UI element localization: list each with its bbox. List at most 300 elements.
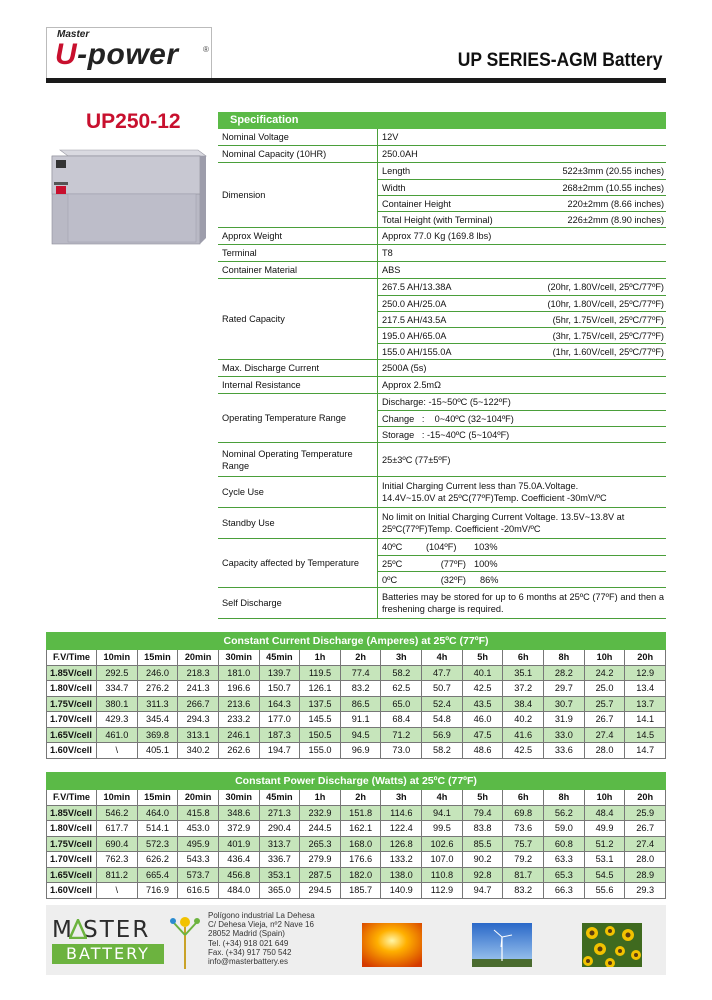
- table-cell: 311.3: [137, 696, 178, 712]
- logo-plant-icon: [168, 913, 202, 969]
- master-battery-logo: [52, 913, 202, 968]
- table-cell: 218.3: [178, 665, 219, 681]
- table-cell: 14.1: [625, 712, 666, 728]
- spec-row-internal-resistance: [218, 377, 666, 394]
- table-cell: 47.7: [422, 665, 463, 681]
- current-table-title: Constant Current Discharge (Amperes) at 25ºC (77ºF): [47, 633, 666, 650]
- spec-value: Approx 77.0 Kg (169.8 lbs): [382, 231, 492, 241]
- table-cell: 77.4: [340, 665, 381, 681]
- table-row: [47, 712, 666, 728]
- table-cell: 102.6: [422, 836, 463, 852]
- dimension-name: Width: [382, 182, 406, 193]
- table-cell: 232.9: [300, 805, 341, 821]
- table-cell: 48.4: [584, 805, 625, 821]
- table-row: [47, 665, 666, 681]
- spec-value: 2500A (5s): [382, 363, 427, 373]
- table-cell: 573.7: [178, 867, 219, 883]
- table-cell: 126.8: [381, 836, 422, 852]
- table-cell: 336.7: [259, 852, 300, 868]
- table-cell: 546.2: [97, 805, 138, 821]
- table-cell: 279.9: [300, 852, 341, 868]
- capacity-value: 267.5 AH/13.38A: [382, 282, 452, 292]
- spec-label: Nominal Capacity (10HR): [218, 146, 378, 162]
- spec-row-capacity-temperature: [218, 539, 666, 588]
- column-header: 8h: [544, 790, 585, 806]
- footer: [46, 905, 666, 975]
- row-label: 1.70V/cell: [47, 712, 97, 728]
- logo-master-text: Master: [57, 29, 90, 40]
- table-cell: 177.0: [259, 712, 300, 728]
- column-header: 20min: [178, 650, 219, 666]
- sunflower-photo: [582, 923, 642, 967]
- table-cell: 244.5: [300, 821, 341, 837]
- table-cell: 28.0: [625, 852, 666, 868]
- table-cell: 271.3: [259, 805, 300, 821]
- table-cell: 690.4: [97, 836, 138, 852]
- capacity-condition: (3hr, 1.75V/cell, 25ºC/77ºF): [552, 330, 664, 341]
- column-header: 45min: [259, 790, 300, 806]
- spec-row-dimension: [218, 163, 666, 228]
- table-cell: 287.5: [300, 867, 341, 883]
- table-cell: 572.3: [137, 836, 178, 852]
- table-cell: 47.5: [462, 727, 503, 743]
- column-header: 10min: [97, 650, 138, 666]
- spec-label: Capacity affected by Temperature: [218, 539, 378, 587]
- column-header: 1h: [300, 790, 341, 806]
- table-cell: 626.2: [137, 852, 178, 868]
- column-header: 1h: [300, 650, 341, 666]
- temp-c: 40ºC: [382, 542, 403, 552]
- spec-row-container-material: [218, 262, 666, 279]
- temp-f: (104ºF): [426, 542, 457, 552]
- table-cell: 66.3: [544, 883, 585, 899]
- table-cell: 52.4: [422, 696, 463, 712]
- table-cell: 353.1: [259, 867, 300, 883]
- table-cell: 83.2: [503, 883, 544, 899]
- company-address: [208, 911, 315, 966]
- operating-temp-storage: Storage : -15~40ºC (5~104ºF): [378, 426, 666, 442]
- column-header: 6h: [503, 790, 544, 806]
- spec-row-nominal-temperature: [218, 443, 666, 477]
- table-cell: 246.1: [218, 727, 259, 743]
- capacity-condition: (1hr, 1.60V/cell, 25ºC/77ºF): [552, 346, 664, 357]
- table-cell: 42.5: [462, 681, 503, 697]
- spec-label: Internal Resistance: [218, 377, 378, 393]
- column-header: 4h: [422, 790, 463, 806]
- table-cell: 41.6: [503, 727, 544, 743]
- capacity-value: 217.5 AH/43.5A: [382, 314, 447, 325]
- logo-wordmark: [55, 37, 179, 73]
- table-cell: 348.6: [218, 805, 259, 821]
- table-cell: 616.5: [178, 883, 219, 899]
- table-cell: 246.0: [137, 665, 178, 681]
- row-label: 1.70V/cell: [47, 852, 97, 868]
- table-cell: 73.0: [381, 743, 422, 759]
- table-cell: 35.1: [503, 665, 544, 681]
- table-cell: 54.5: [584, 867, 625, 883]
- dimension-name: Total Height (with Terminal): [382, 214, 493, 225]
- table-cell: 33.0: [544, 727, 585, 743]
- spec-value: ABS: [382, 265, 401, 275]
- specification-heading: Specification: [218, 112, 666, 129]
- row-label: 1.60V/cell: [47, 883, 97, 899]
- spec-value: Batteries may be stored for up to 6 months at 25ºC (77ºF) and then a freshening charge is required.: [382, 592, 664, 614]
- table-cell: 176.6: [340, 852, 381, 868]
- logo-battery-word: BATTERY: [52, 944, 164, 964]
- table-cell: 91.1: [340, 712, 381, 728]
- capacity-value: 250.0 AH/25.0A: [382, 298, 447, 309]
- table-cell: 495.9: [178, 836, 219, 852]
- column-header: 6h: [503, 650, 544, 666]
- column-header: F.V/Time: [47, 650, 97, 666]
- spec-label: Approx Weight: [218, 228, 378, 244]
- dimension-value: 220±2mm (8.66 inches): [567, 198, 664, 209]
- column-header: 45min: [259, 650, 300, 666]
- address-line: info@masterbattery.es: [208, 957, 289, 967]
- table-cell: 83.2: [340, 681, 381, 697]
- temp-percent: 100%: [474, 558, 498, 569]
- table-cell: 334.7: [97, 681, 138, 697]
- table-cell: 276.2: [137, 681, 178, 697]
- column-header: 15min: [137, 650, 178, 666]
- table-cell: 415.8: [178, 805, 219, 821]
- table-cell: 25.0: [584, 681, 625, 697]
- operating-temp-discharge: Discharge: -15~50ºC (5~122ºF): [382, 397, 511, 407]
- table-cell: 233.2: [218, 712, 259, 728]
- table-cell: 196.6: [218, 681, 259, 697]
- spec-value: Initial Charging Current less than 75.0A.Voltage. 14.4V~15.0V at 25ºC(77ºF)Temp. Coefficient -30mV/ºC: [382, 481, 607, 503]
- table-cell: 49.9: [584, 821, 625, 837]
- column-header: 10min: [97, 790, 138, 806]
- table-cell: 182.0: [340, 867, 381, 883]
- table-cell: 436.4: [218, 852, 259, 868]
- spec-value: T8: [382, 248, 393, 258]
- table-cell: 138.0: [381, 867, 422, 883]
- table-cell: 25.7: [584, 696, 625, 712]
- table-cell: 29.3: [625, 883, 666, 899]
- dimension-value: 226±2mm (8.90 inches): [567, 214, 664, 225]
- logo-u: U: [55, 38, 78, 71]
- temp-f: (77ºF): [440, 558, 466, 569]
- row-label: 1.80V/cell: [47, 681, 97, 697]
- table-cell: 140.9: [381, 883, 422, 899]
- table-cell: 380.1: [97, 696, 138, 712]
- column-header: 8h: [544, 650, 585, 666]
- brand-logo: [46, 27, 212, 79]
- table-row: [47, 836, 666, 852]
- temp-f: (32ºF): [440, 574, 466, 585]
- table-cell: 28.2: [544, 665, 585, 681]
- table-cell: 543.3: [178, 852, 219, 868]
- temp-percent: 103%: [474, 542, 498, 552]
- temp-percent: 86%: [480, 574, 499, 585]
- table-cell: 53.1: [584, 852, 625, 868]
- column-header: 3h: [381, 790, 422, 806]
- table-header-row: [47, 790, 666, 806]
- spec-label: Nominal Operating Temperature Range: [218, 443, 378, 476]
- address-line: Tel. (+34) 918 021 649: [208, 938, 289, 948]
- table-cell: 59.0: [544, 821, 585, 837]
- sunset-photo: [362, 923, 422, 967]
- table-cell: 265.3: [300, 836, 341, 852]
- table-cell: 514.1: [137, 821, 178, 837]
- table-cell: 107.0: [422, 852, 463, 868]
- table-cell: 27.4: [625, 836, 666, 852]
- specification-table: [218, 112, 666, 619]
- spec-row-rated-capacity: [218, 279, 666, 360]
- table-cell: 290.4: [259, 821, 300, 837]
- logo-triangle-icon: [69, 919, 87, 939]
- column-header: 2h: [340, 790, 381, 806]
- table-cell: 50.7: [422, 681, 463, 697]
- table-cell: 665.4: [137, 867, 178, 883]
- table-cell: 429.3: [97, 712, 138, 728]
- table-cell: 401.9: [218, 836, 259, 852]
- table-cell: 617.7: [97, 821, 138, 837]
- address-line: C/ Dehesa Vieja, nº2 Nave 16: [208, 920, 314, 930]
- table-cell: 90.2: [462, 852, 503, 868]
- table-cell: \: [97, 743, 138, 759]
- table-cell: 73.6: [503, 821, 544, 837]
- table-cell: 126.1: [300, 681, 341, 697]
- table-row: [47, 727, 666, 743]
- spec-row-nominal-voltage: [218, 129, 666, 146]
- table-header-row: [47, 650, 666, 666]
- table-cell: 262.6: [218, 743, 259, 759]
- wind-turbine-photo: [472, 923, 532, 967]
- table-cell: 86.5: [340, 696, 381, 712]
- table-cell: 38.4: [503, 696, 544, 712]
- table-row: [47, 852, 666, 868]
- column-header: 20min: [178, 790, 219, 806]
- table-cell: 37.2: [503, 681, 544, 697]
- table-cell: 716.9: [137, 883, 178, 899]
- table-cell: 26.7: [584, 712, 625, 728]
- table-cell: 811.2: [97, 867, 138, 883]
- spec-row-terminal: [218, 245, 666, 262]
- table-cell: 151.8: [340, 805, 381, 821]
- table-cell: 65.3: [544, 867, 585, 883]
- table-cell: 46.0: [462, 712, 503, 728]
- table-cell: 168.0: [340, 836, 381, 852]
- table-cell: 25.9: [625, 805, 666, 821]
- constant-current-table: [46, 632, 666, 759]
- row-label: 1.85V/cell: [47, 665, 97, 681]
- table-cell: 94.1: [422, 805, 463, 821]
- column-header: 20h: [625, 790, 666, 806]
- table-cell: 194.7: [259, 743, 300, 759]
- capacity-condition: (20hr, 1.80V/cell, 25ºC/77ºF): [547, 282, 664, 292]
- table-cell: 137.5: [300, 696, 341, 712]
- table-cell: 294.5: [300, 883, 341, 899]
- table-cell: 405.1: [137, 743, 178, 759]
- table-cell: 27.4: [584, 727, 625, 743]
- logo-power: -power: [77, 38, 179, 71]
- table-cell: 54.8: [422, 712, 463, 728]
- series-title: UP SERIES-AGM Battery: [457, 50, 662, 71]
- capacity-value: 155.0 AH/155.0A: [382, 346, 452, 357]
- table-cell: \: [97, 883, 138, 899]
- table-cell: 112.9: [422, 883, 463, 899]
- table-cell: 12.9: [625, 665, 666, 681]
- spec-label: Cycle Use: [218, 477, 378, 507]
- table-cell: 187.3: [259, 727, 300, 743]
- row-label: 1.60V/cell: [47, 743, 97, 759]
- address-line: Fax. (+34) 917 750 542: [208, 947, 292, 957]
- table-cell: 43.5: [462, 696, 503, 712]
- dimension-value: 522±3mm (20.55 inches): [562, 166, 664, 176]
- table-cell: 68.4: [381, 712, 422, 728]
- spec-label: Dimension: [218, 163, 378, 227]
- column-header: 5h: [462, 790, 503, 806]
- battery-image: [46, 138, 211, 248]
- table-cell: 26.7: [625, 821, 666, 837]
- table-cell: 40.1: [462, 665, 503, 681]
- table-cell: 96.9: [340, 743, 381, 759]
- table-cell: 292.5: [97, 665, 138, 681]
- spec-value: 12V: [382, 132, 399, 142]
- temp-c: 0ºC: [382, 574, 398, 585]
- table-cell: 40.2: [503, 712, 544, 728]
- row-label: 1.85V/cell: [47, 805, 97, 821]
- table-cell: 99.5: [422, 821, 463, 837]
- spec-label: Rated Capacity: [218, 279, 378, 359]
- table-cell: 456.8: [218, 867, 259, 883]
- table-cell: 79.4: [462, 805, 503, 821]
- spec-row-max-discharge: [218, 360, 666, 377]
- table-cell: 213.6: [218, 696, 259, 712]
- spec-label: Standby Use: [218, 508, 378, 538]
- table-cell: 58.2: [381, 665, 422, 681]
- logo-master-word: M STER: [52, 917, 151, 943]
- table-cell: 150.5: [300, 727, 341, 743]
- table-cell: 372.9: [218, 821, 259, 837]
- table-cell: 369.8: [137, 727, 178, 743]
- spec-label: Operating Temperature Range: [218, 394, 378, 442]
- spec-value: Approx 2.5mΩ: [382, 380, 441, 390]
- spec-row-operating-temperature: [218, 394, 666, 443]
- table-cell: 58.2: [422, 743, 463, 759]
- table-cell: 60.8: [544, 836, 585, 852]
- row-label: 1.75V/cell: [47, 696, 97, 712]
- table-cell: 94.7: [462, 883, 503, 899]
- spec-row-standby-use: [218, 508, 666, 539]
- table-cell: 28.0: [584, 743, 625, 759]
- table-row: [47, 681, 666, 697]
- table-cell: 139.7: [259, 665, 300, 681]
- table-row: [47, 696, 666, 712]
- table-cell: 13.7: [625, 696, 666, 712]
- table-cell: 13.4: [625, 681, 666, 697]
- column-header: 15min: [137, 790, 178, 806]
- table-cell: 29.7: [544, 681, 585, 697]
- table-cell: 266.7: [178, 696, 219, 712]
- table-cell: 28.9: [625, 867, 666, 883]
- table-row: [47, 883, 666, 899]
- table-cell: 14.5: [625, 727, 666, 743]
- table-cell: 51.2: [584, 836, 625, 852]
- table-cell: 461.0: [97, 727, 138, 743]
- table-cell: 162.1: [340, 821, 381, 837]
- table-cell: 30.7: [544, 696, 585, 712]
- table-cell: 65.0: [381, 696, 422, 712]
- model-name: UP250-12: [86, 110, 181, 133]
- column-header: 30min: [218, 790, 259, 806]
- row-label: 1.65V/cell: [47, 727, 97, 743]
- operating-temp-charge: Change : 0~40ºC (32~104ºF): [378, 410, 666, 426]
- table-row: [47, 821, 666, 837]
- table-row: [47, 805, 666, 821]
- address-line: 28052 Madrid (Spain): [208, 929, 285, 939]
- column-header: 30min: [218, 650, 259, 666]
- power-table-title: Constant Power Discharge (Watts) at 25ºC (77ºF): [47, 773, 666, 790]
- table-cell: 294.3: [178, 712, 219, 728]
- capacity-condition: (10hr, 1.80V/cell, 25ºC/77ºF): [547, 298, 664, 309]
- column-header: 20h: [625, 650, 666, 666]
- column-header: 5h: [462, 650, 503, 666]
- table-cell: 92.8: [462, 867, 503, 883]
- spec-label: Terminal: [218, 245, 378, 261]
- table-cell: 155.0: [300, 743, 341, 759]
- table-cell: 122.4: [381, 821, 422, 837]
- spec-value: 250.0AH: [382, 149, 418, 159]
- table-cell: 762.3: [97, 852, 138, 868]
- table-cell: 110.8: [422, 867, 463, 883]
- table-cell: 71.2: [381, 727, 422, 743]
- table-cell: 63.3: [544, 852, 585, 868]
- table-cell: 164.3: [259, 696, 300, 712]
- table-cell: 453.0: [178, 821, 219, 837]
- column-header: 10h: [584, 790, 625, 806]
- table-cell: 94.5: [340, 727, 381, 743]
- table-cell: 62.5: [381, 681, 422, 697]
- row-label: 1.80V/cell: [47, 821, 97, 837]
- spec-label: Container Material: [218, 262, 378, 278]
- spec-label: Max. Discharge Current: [218, 360, 378, 376]
- address-line: Polígono industrial La Dehesa: [208, 911, 315, 920]
- temp-c: 25ºC: [382, 558, 403, 569]
- table-cell: 24.2: [584, 665, 625, 681]
- table-cell: 83.8: [462, 821, 503, 837]
- dimension-name: Container Height: [382, 198, 451, 209]
- table-cell: 69.8: [503, 805, 544, 821]
- table-row: [47, 867, 666, 883]
- table-cell: 55.6: [584, 883, 625, 899]
- table-cell: 114.6: [381, 805, 422, 821]
- column-header: F.V/Time: [47, 790, 97, 806]
- table-cell: 48.6: [462, 743, 503, 759]
- capacity-condition: (5hr, 1.75V/cell, 25ºC/77ºF): [552, 314, 664, 325]
- table-cell: 313.1: [178, 727, 219, 743]
- spec-value: 25±3ºC (77±5ºF): [382, 454, 451, 465]
- column-header: 2h: [340, 650, 381, 666]
- table-cell: 133.2: [381, 852, 422, 868]
- table-cell: 185.7: [340, 883, 381, 899]
- spec-label: Nominal Voltage: [218, 129, 378, 145]
- spec-row-weight: [218, 228, 666, 245]
- table-cell: 75.7: [503, 836, 544, 852]
- table-cell: 85.5: [462, 836, 503, 852]
- table-cell: 81.7: [503, 867, 544, 883]
- table-cell: 33.6: [544, 743, 585, 759]
- spec-label: Self Discharge: [218, 588, 378, 618]
- header-divider: [46, 78, 666, 83]
- row-label: 1.65V/cell: [47, 867, 97, 883]
- constant-power-table: [46, 772, 666, 899]
- table-cell: 31.9: [544, 712, 585, 728]
- table-cell: 484.0: [218, 883, 259, 899]
- spec-row-nominal-capacity: [218, 146, 666, 163]
